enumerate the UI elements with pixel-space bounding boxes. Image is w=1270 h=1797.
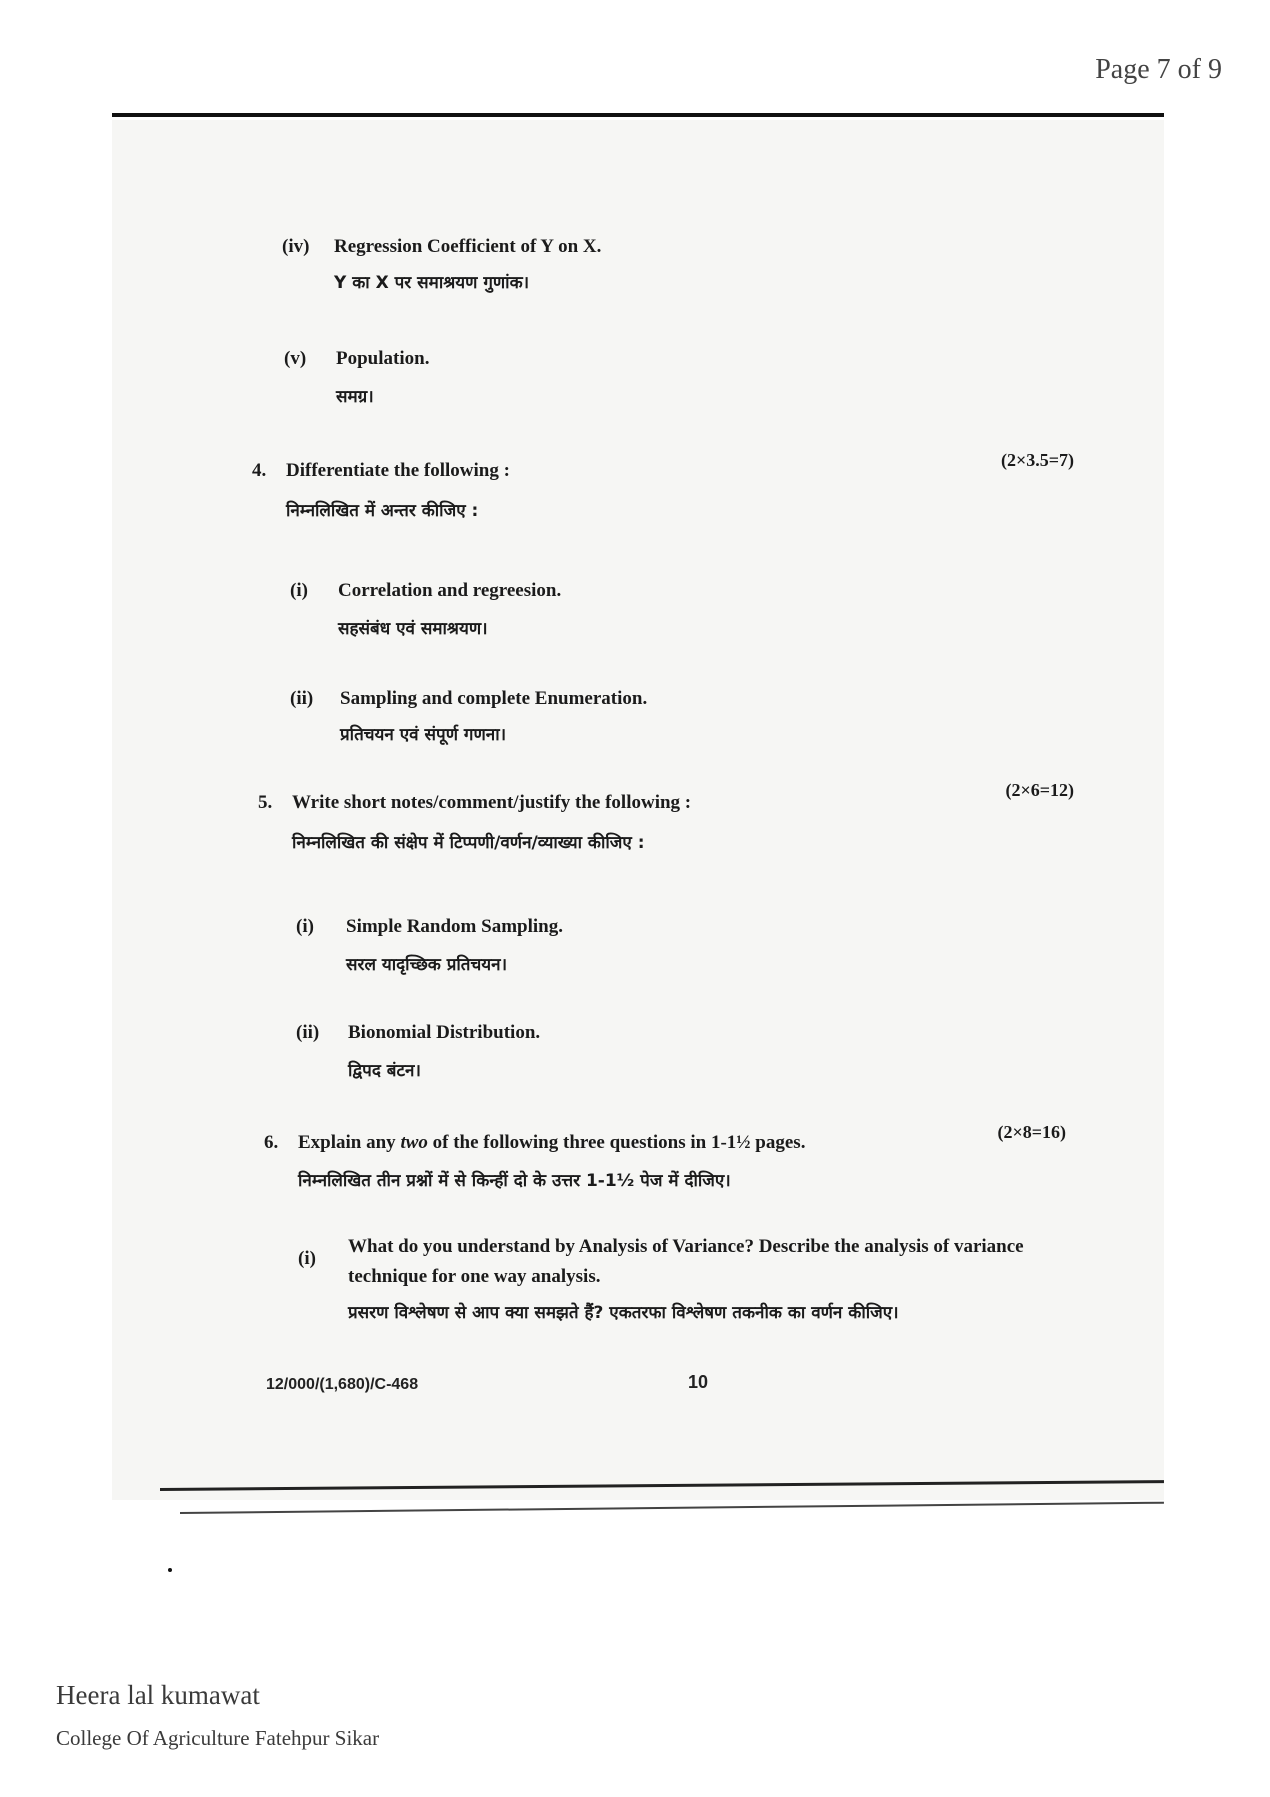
scanned-page	[112, 120, 1164, 1500]
question-number: 5.	[258, 792, 273, 813]
part-english: Correlation and regreesion.	[338, 580, 562, 601]
item-english: Population.	[336, 348, 430, 369]
part-hindi: द्विपद बंटन।	[348, 1061, 421, 1081]
part-label: (i)	[296, 916, 314, 937]
footer-page-number: 10	[688, 1372, 709, 1392]
question-english-post: of the following three questions in 1-1½ pages.	[427, 1132, 806, 1153]
item-english: Regression Coefficient of Y on X.	[334, 236, 602, 257]
part-english-line-1: What do you understand by Analysis of Variance? Describe the analysis of variance	[348, 1236, 1024, 1257]
item-hindi: Y का X पर समाश्रयण गुणांक।	[334, 273, 530, 293]
part-english: Sampling and complete Enumeration.	[340, 688, 648, 709]
question-marks: (2×3.5=7)	[1000, 450, 1074, 470]
question-english-emphasis: two	[400, 1132, 428, 1153]
part-label: (i)	[298, 1248, 316, 1269]
item-label: (iv)	[282, 236, 310, 257]
part-label: (ii)	[296, 1022, 320, 1043]
question-english-pre: Explain any	[298, 1132, 401, 1153]
part-hindi: सहसंबंध एवं समाश्रयण।	[338, 619, 488, 639]
item-label: (v)	[284, 348, 307, 369]
question-english: Differentiate the following :	[286, 460, 510, 481]
author-name: Heera lal kumawat	[56, 1680, 260, 1710]
footer-code: 12/000/(1,680)/C-468	[266, 1376, 419, 1393]
dot-mark	[168, 1568, 172, 1572]
question-number: 4.	[252, 460, 267, 481]
question-english: Write short notes/comment/justify the following :	[292, 792, 692, 813]
part-english-line-2: technique for one way analysis.	[348, 1266, 601, 1287]
question-hindi: निम्नलिखित तीन प्रश्नों में से किन्हीं दो के उत्तर 1-1½ पेज में दीजिए।	[298, 1171, 731, 1191]
bottom-rule-second	[180, 1502, 1164, 1514]
page-number: Page 7 of 9	[1095, 54, 1222, 85]
part-hindi: सरल यादृच्छिक प्रतिचयन।	[346, 955, 508, 975]
college-name: College Of Agriculture Fatehpur Sikar	[56, 1726, 380, 1750]
part-hindi: प्रतिचयन एवं संपूर्ण गणना।	[340, 725, 507, 745]
question-marks: (2×8=16)	[997, 1122, 1066, 1142]
question-hindi: निम्नलिखित की संक्षेप में टिप्पणी/वर्णन/व्याख्या कीजिए :	[292, 833, 645, 853]
question-marks: (2×6=12)	[1005, 780, 1074, 800]
question-english	[298, 1132, 805, 1154]
question-number: 6.	[264, 1132, 279, 1153]
part-label: (ii)	[290, 688, 314, 709]
part-hindi: प्रसरण विश्लेषण से आप क्या समझते हैं? एकतरफा विश्लेषण तकनीक का वर्णन कीजिए।	[348, 1303, 899, 1323]
part-english: Simple Random Sampling.	[346, 916, 563, 937]
top-rule	[112, 113, 1164, 117]
item-hindi: समग्र।	[336, 387, 374, 407]
part-english: Bionomial Distribution.	[348, 1022, 541, 1043]
part-label: (i)	[290, 580, 308, 601]
question-hindi: निम्नलिखित में अन्तर कीजिए :	[286, 501, 479, 521]
